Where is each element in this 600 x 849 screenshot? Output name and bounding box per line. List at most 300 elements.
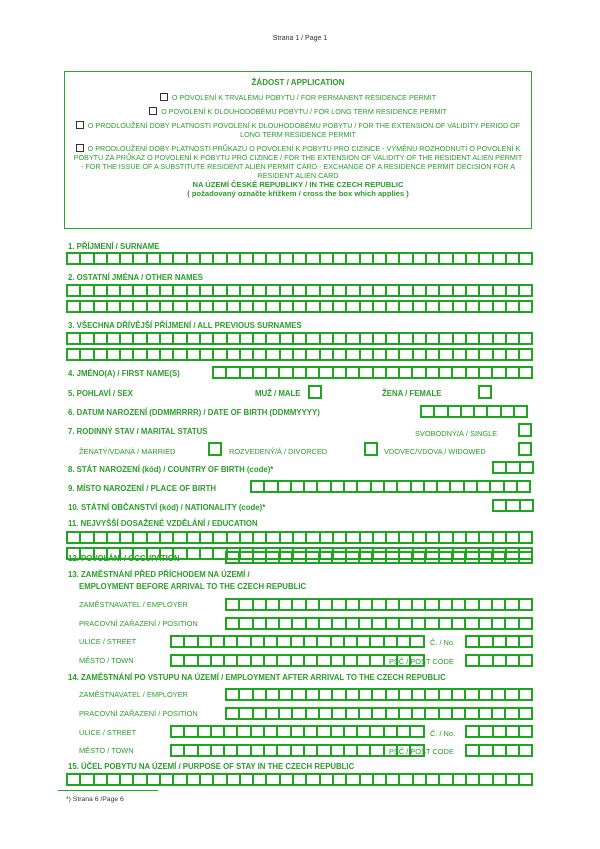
char-box[interactable] [466, 707, 479, 720]
char-box[interactable] [305, 744, 318, 757]
char-box[interactable] [507, 654, 520, 667]
char-box[interactable] [240, 688, 253, 701]
char-box[interactable] [507, 348, 520, 361]
char-box[interactable] [361, 284, 374, 297]
char-box[interactable] [427, 332, 440, 345]
char-box[interactable] [267, 551, 280, 564]
checkbox-single[interactable] [518, 423, 532, 437]
char-box[interactable] [440, 252, 453, 265]
char-box[interactable] [278, 744, 291, 757]
char-box[interactable] [440, 531, 453, 544]
date-of-birth-grid[interactable] [420, 405, 528, 418]
char-box[interactable] [332, 635, 345, 648]
char-box[interactable] [294, 348, 307, 361]
char-box[interactable] [374, 332, 387, 345]
char-box[interactable] [494, 348, 507, 361]
char-box[interactable] [493, 366, 506, 379]
char-box[interactable] [254, 348, 267, 361]
char-box[interactable] [318, 744, 331, 757]
char-box[interactable] [188, 547, 201, 560]
char-box[interactable] [95, 252, 108, 265]
education-grid-1[interactable] [66, 531, 533, 544]
char-box[interactable] [334, 284, 347, 297]
char-box[interactable] [252, 744, 265, 757]
char-box[interactable] [254, 332, 267, 345]
char-box[interactable] [398, 744, 411, 757]
char-box[interactable] [440, 332, 453, 345]
char-box[interactable] [480, 635, 493, 648]
char-box[interactable] [453, 366, 466, 379]
char-box[interactable] [426, 617, 439, 630]
char-box[interactable] [480, 598, 493, 611]
char-box[interactable] [333, 598, 346, 611]
char-box[interactable] [493, 598, 506, 611]
char-box[interactable] [134, 547, 147, 560]
char-box[interactable] [68, 547, 81, 560]
char-box[interactable] [507, 366, 520, 379]
char-box[interactable] [174, 348, 187, 361]
char-box[interactable] [520, 707, 533, 720]
nationality-grid[interactable] [492, 499, 534, 512]
char-box[interactable] [228, 332, 241, 345]
char-box[interactable] [238, 725, 251, 738]
char-box[interactable] [227, 551, 240, 564]
position-after-grid[interactable] [225, 707, 533, 720]
char-box[interactable] [254, 598, 267, 611]
char-box[interactable] [400, 252, 413, 265]
char-box[interactable] [371, 654, 384, 667]
char-box[interactable] [427, 366, 440, 379]
char-box[interactable] [440, 300, 453, 313]
char-box[interactable] [214, 252, 227, 265]
char-box[interactable] [494, 725, 507, 738]
char-box[interactable] [427, 773, 440, 786]
char-box[interactable] [318, 635, 331, 648]
char-box[interactable] [252, 480, 265, 493]
char-box[interactable] [121, 531, 134, 544]
char-box[interactable] [199, 744, 212, 757]
char-box[interactable] [345, 744, 358, 757]
char-box[interactable] [453, 551, 466, 564]
char-box[interactable] [267, 332, 280, 345]
char-box[interactable] [307, 366, 320, 379]
char-box[interactable] [440, 688, 453, 701]
char-box[interactable] [201, 348, 214, 361]
char-box[interactable] [321, 332, 334, 345]
char-box[interactable] [400, 284, 413, 297]
char-box[interactable] [254, 617, 267, 630]
char-box[interactable] [279, 480, 292, 493]
char-box[interactable] [278, 635, 291, 648]
char-box[interactable] [134, 348, 147, 361]
char-box[interactable] [454, 332, 467, 345]
char-box[interactable] [480, 688, 493, 701]
char-box[interactable] [360, 551, 373, 564]
char-box[interactable] [387, 773, 400, 786]
char-box[interactable] [425, 480, 438, 493]
char-box[interactable] [347, 773, 360, 786]
char-box[interactable] [414, 284, 427, 297]
char-box[interactable] [280, 366, 293, 379]
char-box[interactable] [493, 688, 506, 701]
char-box[interactable] [148, 252, 161, 265]
occupation-grid[interactable] [225, 551, 533, 564]
char-box[interactable] [334, 773, 347, 786]
char-box[interactable] [293, 551, 306, 564]
town-after-grid[interactable] [170, 744, 425, 757]
char-box[interactable] [174, 284, 187, 297]
char-box[interactable] [374, 773, 387, 786]
char-box[interactable] [108, 252, 121, 265]
char-box[interactable] [494, 531, 507, 544]
char-box[interactable] [188, 348, 201, 361]
char-box[interactable] [334, 366, 347, 379]
char-box[interactable] [494, 332, 507, 345]
char-box[interactable] [172, 744, 185, 757]
char-box[interactable] [467, 531, 480, 544]
char-box[interactable] [201, 531, 214, 544]
char-box[interactable] [214, 366, 227, 379]
char-box[interactable] [520, 598, 533, 611]
char-box[interactable] [426, 598, 439, 611]
char-box[interactable] [413, 366, 426, 379]
char-box[interactable] [480, 551, 493, 564]
char-box[interactable] [505, 480, 518, 493]
char-box[interactable] [467, 284, 480, 297]
char-box[interactable] [320, 707, 333, 720]
char-box[interactable] [240, 598, 253, 611]
char-box[interactable] [241, 531, 254, 544]
char-box[interactable] [292, 744, 305, 757]
checkbox-icon[interactable] [76, 144, 84, 152]
char-box[interactable] [148, 284, 161, 297]
char-box[interactable] [267, 366, 280, 379]
char-box[interactable] [318, 480, 331, 493]
char-box[interactable] [387, 300, 400, 313]
char-box[interactable] [267, 617, 280, 630]
char-box[interactable] [108, 531, 121, 544]
char-box[interactable] [185, 744, 198, 757]
surname-grid[interactable] [66, 252, 533, 265]
char-box[interactable] [507, 531, 520, 544]
char-box[interactable] [426, 551, 439, 564]
char-box[interactable] [345, 635, 358, 648]
char-box[interactable] [387, 348, 400, 361]
char-box[interactable] [292, 725, 305, 738]
char-box[interactable] [347, 284, 360, 297]
char-box[interactable] [360, 688, 373, 701]
char-box[interactable] [467, 252, 480, 265]
previous-surnames-grid-2[interactable] [66, 348, 533, 361]
char-box[interactable] [199, 725, 212, 738]
char-box[interactable] [494, 252, 507, 265]
char-box[interactable] [280, 598, 293, 611]
char-box[interactable] [267, 773, 280, 786]
char-box[interactable] [387, 284, 400, 297]
char-box[interactable] [228, 284, 241, 297]
char-box[interactable] [347, 348, 360, 361]
char-box[interactable] [267, 688, 280, 701]
char-box[interactable] [400, 617, 413, 630]
char-box[interactable] [265, 480, 278, 493]
char-box[interactable] [520, 744, 533, 757]
char-box[interactable] [214, 332, 227, 345]
char-box[interactable] [81, 773, 94, 786]
char-box[interactable] [307, 348, 320, 361]
char-box[interactable] [440, 617, 453, 630]
char-box[interactable] [480, 366, 493, 379]
char-box[interactable] [494, 461, 507, 474]
char-box[interactable] [413, 707, 426, 720]
char-box[interactable] [307, 300, 320, 313]
postcode-after-grid[interactable] [465, 744, 533, 757]
char-box[interactable] [480, 744, 493, 757]
char-box[interactable] [374, 348, 387, 361]
char-box[interactable] [305, 725, 318, 738]
char-box[interactable] [228, 531, 241, 544]
char-box[interactable] [358, 725, 371, 738]
char-box[interactable] [214, 773, 227, 786]
char-box[interactable] [212, 725, 225, 738]
char-box[interactable] [172, 725, 185, 738]
char-box[interactable] [121, 547, 134, 560]
char-box[interactable] [134, 332, 147, 345]
char-box[interactable] [480, 252, 493, 265]
char-box[interactable] [454, 252, 467, 265]
position-before-grid[interactable] [225, 617, 533, 630]
char-box[interactable] [387, 252, 400, 265]
char-box[interactable] [318, 725, 331, 738]
char-box[interactable] [280, 688, 293, 701]
char-box[interactable] [467, 332, 480, 345]
char-box[interactable] [227, 366, 240, 379]
char-box[interactable] [307, 531, 320, 544]
char-box[interactable] [427, 300, 440, 313]
char-box[interactable] [506, 598, 519, 611]
char-box[interactable] [506, 551, 519, 564]
checkbox-icon[interactable] [160, 93, 168, 101]
char-box[interactable] [320, 598, 333, 611]
char-box[interactable] [227, 707, 240, 720]
char-box[interactable] [254, 252, 267, 265]
char-box[interactable] [201, 332, 214, 345]
char-box[interactable] [281, 348, 294, 361]
char-box[interactable] [280, 707, 293, 720]
char-box[interactable] [480, 300, 493, 313]
first-names-grid[interactable] [212, 366, 533, 379]
char-box[interactable] [373, 598, 386, 611]
char-box[interactable] [520, 773, 533, 786]
char-box[interactable] [454, 531, 467, 544]
checkbox-male[interactable] [308, 385, 322, 399]
char-box[interactable] [121, 252, 134, 265]
char-box[interactable] [81, 547, 94, 560]
char-box[interactable] [480, 725, 493, 738]
char-box[interactable] [201, 773, 214, 786]
char-box[interactable] [95, 547, 108, 560]
char-box[interactable] [188, 252, 201, 265]
checkbox-icon[interactable] [76, 121, 84, 129]
char-box[interactable] [387, 617, 400, 630]
char-box[interactable] [400, 332, 413, 345]
char-box[interactable] [494, 654, 507, 667]
char-box[interactable] [493, 617, 506, 630]
char-box[interactable] [95, 348, 108, 361]
char-box[interactable] [398, 635, 411, 648]
char-box[interactable] [467, 725, 480, 738]
char-box[interactable] [267, 531, 280, 544]
char-box[interactable] [518, 480, 531, 493]
char-box[interactable] [307, 707, 320, 720]
checkbox-widowed[interactable] [518, 442, 532, 456]
char-box[interactable] [466, 617, 479, 630]
char-box[interactable] [414, 332, 427, 345]
char-box[interactable] [347, 300, 360, 313]
option-permanent[interactable]: O POVOLENÍ K TRVALÉMU POBYTU / FOR PERMANENT RESIDENCE PERMIT [73, 93, 523, 102]
char-box[interactable] [360, 598, 373, 611]
char-box[interactable] [68, 773, 81, 786]
char-box[interactable] [148, 300, 161, 313]
char-box[interactable] [294, 252, 307, 265]
char-box[interactable] [148, 531, 161, 544]
char-box[interactable] [413, 688, 426, 701]
option-card[interactable]: O PRODLOUŽENÍ DOBY PLATNOSTI PRŮKAZU O POVOLENÍ K POBYTU PRO CIZINCE - VÝMĚNU ROZHODNUTÍ O POVOLENÍ K POBYTU ZA PRŮKAZ O POVOLENÍ K POBYTU PRO CIZINCE / FOR THE EXTENSION OF VALIDITY OF THE RESIDENT ALIEN PERMIT - FOR THE ISSUE OF A SUBSTITUTE RESIDENT ALIEN PERMIT CARD - EXCHANGE OF A RESIDENCE PERMIT DECISION FOR A RESIDENT ALIEN CARD [73, 144, 523, 180]
char-box[interactable] [254, 707, 267, 720]
char-box[interactable] [400, 348, 413, 361]
char-box[interactable] [81, 531, 94, 544]
char-box[interactable] [466, 598, 479, 611]
char-box[interactable] [188, 773, 201, 786]
char-box[interactable] [400, 300, 413, 313]
char-box[interactable] [227, 617, 240, 630]
char-box[interactable] [414, 252, 427, 265]
char-box[interactable] [321, 348, 334, 361]
char-box[interactable] [227, 598, 240, 611]
char-box[interactable] [108, 348, 121, 361]
char-box[interactable] [358, 744, 371, 757]
char-box[interactable] [240, 707, 253, 720]
char-box[interactable] [214, 348, 227, 361]
char-box[interactable] [294, 300, 307, 313]
char-box[interactable] [374, 531, 387, 544]
char-box[interactable] [400, 531, 413, 544]
char-box[interactable] [414, 348, 427, 361]
char-box[interactable] [95, 531, 108, 544]
char-box[interactable] [374, 366, 387, 379]
char-box[interactable] [81, 252, 94, 265]
char-box[interactable] [201, 300, 214, 313]
char-box[interactable] [305, 480, 318, 493]
char-box[interactable] [372, 480, 385, 493]
char-box[interactable] [108, 332, 121, 345]
char-box[interactable] [68, 348, 81, 361]
char-box[interactable] [174, 547, 187, 560]
char-box[interactable] [201, 252, 214, 265]
char-box[interactable] [451, 480, 464, 493]
char-box[interactable] [238, 654, 251, 667]
char-box[interactable] [467, 635, 480, 648]
char-box[interactable] [358, 480, 371, 493]
char-box[interactable] [466, 688, 479, 701]
char-box[interactable] [241, 284, 254, 297]
char-box[interactable] [292, 654, 305, 667]
char-box[interactable] [493, 551, 506, 564]
char-box[interactable] [373, 707, 386, 720]
char-box[interactable] [374, 284, 387, 297]
char-box[interactable] [161, 252, 174, 265]
char-box[interactable] [412, 480, 425, 493]
char-box[interactable] [426, 707, 439, 720]
char-box[interactable] [307, 617, 320, 630]
char-box[interactable] [440, 551, 453, 564]
char-box[interactable] [161, 531, 174, 544]
char-box[interactable] [466, 551, 479, 564]
char-box[interactable] [241, 252, 254, 265]
char-box[interactable] [134, 252, 147, 265]
char-box[interactable] [265, 744, 278, 757]
char-box[interactable] [174, 773, 187, 786]
char-box[interactable] [292, 635, 305, 648]
char-box[interactable] [361, 773, 374, 786]
option-extension[interactable]: O PRODLOUŽENÍ DOBY PLATNOSTI POVOLENÍ K DLOUHODOBÉMU POBYTU / FOR THE EXTENSION OF VALIDITY PERIOD OF LONG TERM RESIDENCE PERMIT [73, 121, 523, 139]
char-box[interactable] [121, 284, 134, 297]
char-box[interactable] [440, 707, 453, 720]
char-box[interactable] [95, 332, 108, 345]
char-box[interactable] [347, 707, 360, 720]
char-box[interactable] [201, 547, 214, 560]
checkbox-icon[interactable] [149, 107, 157, 115]
char-box[interactable] [174, 300, 187, 313]
char-box[interactable] [293, 598, 306, 611]
char-box[interactable] [360, 617, 373, 630]
char-box[interactable] [267, 284, 280, 297]
char-box[interactable] [161, 332, 174, 345]
other-names-grid-2[interactable] [66, 300, 533, 313]
char-box[interactable] [81, 284, 94, 297]
char-box[interactable] [148, 773, 161, 786]
char-box[interactable] [361, 531, 374, 544]
char-box[interactable] [347, 332, 360, 345]
char-box[interactable] [414, 773, 427, 786]
option-long-term[interactable]: O POVOLENÍ K DLOUHODOBÉMU POBYTU / FOR LONG TERM RESIDENCE PERMIT [73, 107, 523, 116]
char-box[interactable] [400, 366, 413, 379]
char-box[interactable] [453, 707, 466, 720]
char-box[interactable] [507, 725, 520, 738]
char-box[interactable] [281, 531, 294, 544]
char-box[interactable] [467, 300, 480, 313]
char-box[interactable] [387, 551, 400, 564]
char-box[interactable] [520, 332, 533, 345]
char-box[interactable] [68, 531, 81, 544]
char-box[interactable] [265, 635, 278, 648]
postcode-before-grid[interactable] [465, 654, 533, 667]
char-box[interactable] [293, 707, 306, 720]
char-box[interactable] [108, 547, 121, 560]
char-box[interactable] [199, 654, 212, 667]
char-box[interactable] [520, 725, 533, 738]
char-box[interactable] [413, 617, 426, 630]
char-box[interactable] [148, 348, 161, 361]
char-box[interactable] [278, 654, 291, 667]
char-box[interactable] [521, 461, 534, 474]
place-of-birth-grid[interactable] [250, 480, 531, 493]
char-box[interactable] [520, 654, 533, 667]
char-box[interactable] [68, 332, 81, 345]
char-box[interactable] [387, 688, 400, 701]
char-box[interactable] [361, 300, 374, 313]
char-box[interactable] [400, 598, 413, 611]
char-box[interactable] [281, 300, 294, 313]
